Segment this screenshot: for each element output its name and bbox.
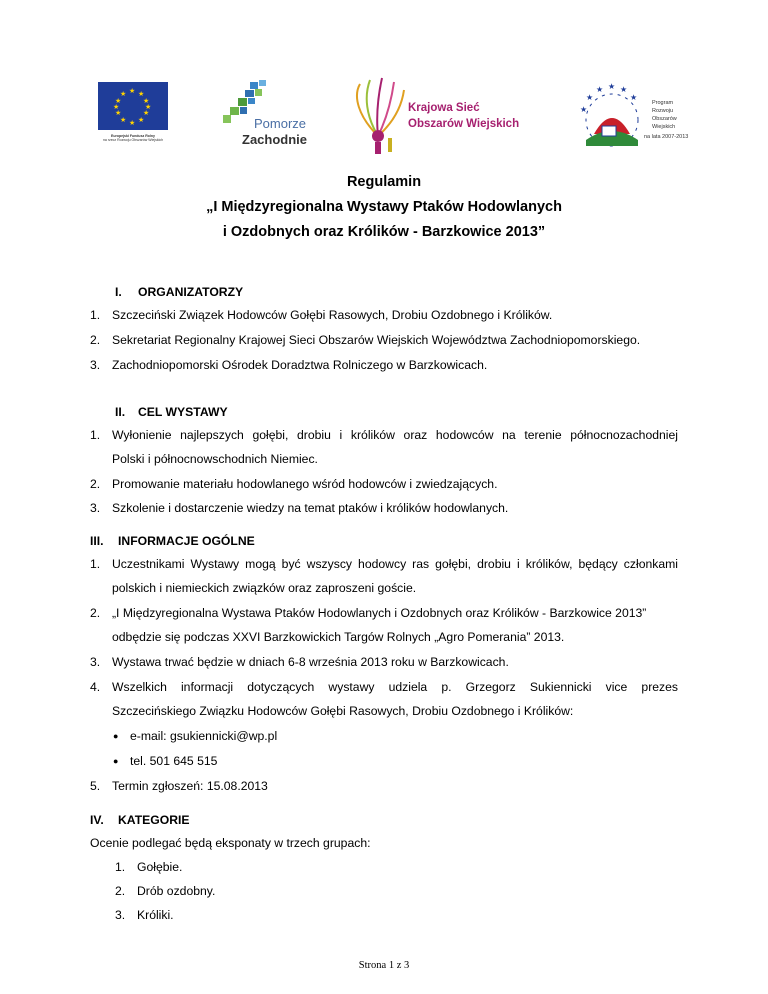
footer-page: 1 — [388, 960, 395, 971]
svg-text:★: ★ — [596, 85, 604, 94]
section-4-heading: KATEGORIE — [118, 813, 190, 827]
eu-flag-icon: ★ ★ ★ ★ ★ ★ ★ ★ ★ ★ ★ ★ — [98, 82, 168, 130]
s3-item-4-text-a: Wszelkich informacji dotyczących wystawy udziela p. Grzegorz Sukiennicki vice prezes — [112, 680, 678, 694]
prow-word-2: Rozwoju — [652, 108, 674, 114]
s3-item-1-num: 1. — [90, 557, 101, 571]
section-3-heading: INFORMACJE OGÓLNE — [118, 534, 255, 548]
s1-item-1-text: Szczeciński Związek Hodowców Gołębi Rasowych, Drobiu Ozdobnego i Królików. — [112, 308, 553, 322]
title-line-1: Regulamin — [346, 174, 422, 190]
s3-item-4-num: 4. — [90, 680, 101, 694]
bullet-icon: ● — [113, 756, 119, 766]
document-title — [0, 170, 768, 245]
eu-caption: Europejski Fundusz Rolny — [111, 134, 155, 138]
s3-item-5-text: Termin zgłoszeń: 15.08.2013 — [112, 779, 268, 793]
footer-sep: z — [396, 960, 402, 971]
s2-item-2-num: 2. — [90, 477, 101, 491]
s4-item-2-num: 2. — [115, 884, 126, 898]
section-4-number: IV. — [90, 813, 104, 827]
ksow-flower-icon — [348, 76, 408, 156]
prow-word-3: Obszarów — [652, 116, 677, 122]
prow-logo — [572, 78, 712, 158]
footer-total: 3 — [403, 960, 410, 971]
ksow-line-2: Obszarów Wiejskich — [408, 118, 520, 130]
s3-item-1-text-a: Uczestnikami Wystawy mogą być wszyscy hodowcy ras gołębi, drobiu i królików, będący członkami — [112, 557, 678, 571]
pomorze-line-2: Zachodnie — [242, 132, 308, 147]
svg-text:★: ★ — [630, 93, 638, 102]
s3-item-5-num: 5. — [90, 779, 101, 793]
s3-bullet-phone: tel. 501 645 515 — [130, 754, 218, 768]
prow-years: na lata 2007-2013 — [644, 134, 689, 140]
prow-word-1: Program — [652, 100, 674, 106]
s3-bullet-email: e-mail: gsukiennicki@wp.pl — [130, 729, 278, 743]
section-3-number: III. — [90, 534, 104, 548]
s1-item-2-text: Sekretariat Regionalny Krajowej Sieci Obszarów Wiejskich Województwa Zachodniopomorskiego. — [112, 333, 641, 347]
s2-item-1-num: 1. — [90, 428, 101, 442]
s2-item-3-text: Szkolenie i dostarczenie wiedzy na temat ptaków i królików hodowlanych. — [112, 501, 509, 515]
s3-item-3-text: Wystawa trwać będzie w dniach 6-8 września 2013 roku w Barzkowicach. — [112, 655, 509, 669]
s3-item-4-text-b: Szczecińskiego Związku Hodowców Gołębi Rasowych, Drobiu Ozdobnego i Królików: — [112, 704, 574, 718]
eu-caption-2: na rzecz Rozwoju Obszarów Wiejskich — [102, 138, 164, 142]
ksow-logo — [348, 76, 548, 156]
s4-item-3-num: 3. — [115, 908, 126, 922]
s1-item-1-num: 1. — [90, 308, 101, 322]
footer-label: Strona — [358, 960, 387, 971]
pomorze-zachodnie-logo — [220, 80, 320, 152]
bullet-icon: ● — [113, 731, 119, 741]
section-2-number: II. — [115, 405, 126, 419]
prow-emblem-icon — [572, 82, 650, 152]
s2-item-1-text-a: Wyłonienie najlepszych gołębi, drobiu i królików oraz hodowców na terenie północnozachodniej — [112, 428, 678, 442]
s1-item-3-text: Zachodniopomorski Ośrodek Doradztwa Rolniczego w Barzkowicach. — [112, 358, 488, 372]
s4-item-3-text: Króliki. — [137, 908, 174, 922]
eu-logo — [98, 82, 168, 142]
s4-item-2-text: Drób ozdobny. — [137, 884, 216, 898]
section-1-heading: ORGANIZATORZY — [138, 285, 244, 299]
s3-item-3-num: 3. — [90, 655, 101, 669]
s4-item-1-text: Gołębie. — [137, 860, 183, 874]
s1-item-3-num: 3. — [90, 358, 101, 372]
s2-item-1-text-b: Polski i północnowschodnich Niemiec. — [112, 452, 318, 466]
ksow-line-1: Krajowa Sieć — [408, 102, 480, 114]
s3-item-2-text-a: „I Międzyregionalna Wystawa Ptaków Hodowlanych i Ozdobnych oraz Królików - Barzkowice 2013” — [112, 606, 647, 620]
pomorze-line-1: Pomorze — [254, 116, 307, 131]
s3-item-2-text-b: odbędzie się podczas XXVI Barzkowickich Targów Rolnych „Agro Pomerania” 2013. — [112, 630, 565, 644]
title-line-3: i Ozdobnych oraz Królików - Barzkowice 2013” — [222, 224, 546, 240]
svg-text:★: ★ — [580, 105, 588, 114]
section-2-heading: CEL WYSTAWY — [138, 405, 228, 419]
logo-bar — [90, 70, 710, 160]
s1-item-2-num: 2. — [90, 333, 101, 347]
section-1-number: I. — [115, 285, 122, 299]
title-line-2: „I Międzyregionalna Wystawy Ptaków Hodowlanych — [206, 199, 562, 215]
s3-item-2-num: 2. — [90, 606, 101, 620]
s4-intro: Ocenie podlegać będą eksponaty w trzech grupach: — [90, 836, 371, 850]
s3-item-1-text-b: polskich i niemieckich związków oraz zaproszeni goście. — [112, 581, 417, 595]
svg-text:★: ★ — [608, 82, 616, 91]
svg-text:★: ★ — [586, 93, 594, 102]
prow-word-4: Wiejskich — [652, 124, 676, 130]
s4-item-1-num: 1. — [115, 860, 126, 874]
s2-item-3-num: 3. — [90, 501, 101, 515]
page-footer — [0, 960, 768, 971]
svg-text:★: ★ — [620, 85, 628, 94]
s2-item-2-text: Promowanie materiału hodowlanego wśród hodowców i zwiedzających. — [112, 477, 498, 491]
